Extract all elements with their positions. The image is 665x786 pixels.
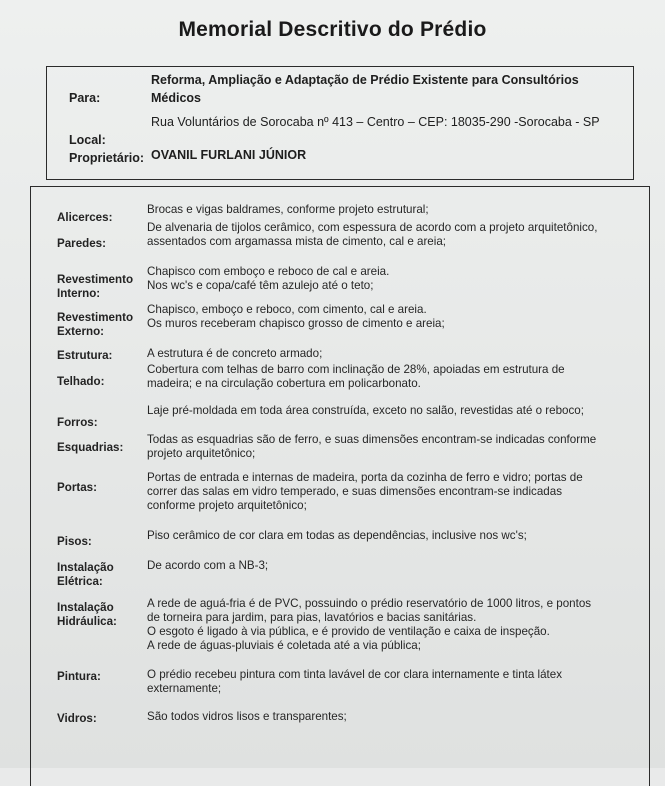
item-line: De acordo com a NB-3; <box>147 559 269 572</box>
item-text <box>147 433 617 461</box>
item-line: Chapisco, emboço e reboco, com cimento, cal e areia. <box>147 303 427 316</box>
item-text <box>147 710 617 724</box>
item-text <box>147 404 617 418</box>
item-label-line: Revestimento <box>57 311 134 324</box>
item-line: Chapisco com emboço e reboco de cal e areia. <box>147 265 390 278</box>
para-value-line2: Médicos <box>151 91 202 105</box>
item-line: Cobertura com telhas de barro com inclinação de 28%, apoiadas em estrutura de <box>147 363 565 376</box>
item-label <box>57 601 147 629</box>
item-line: Laje pré-moldada em toda área construída, exceto no salão, revestidas até o reboco; <box>147 404 584 417</box>
item-line: De alvenaria de tijolos cerâmico, com espessura de acordo com a projeto arquitetônico, <box>147 221 598 234</box>
item-label-line: Interno: <box>57 287 101 300</box>
item-line: Brocas e vigas baldrames, conforme projeto estrutural; <box>147 203 429 216</box>
item-label: Portas: <box>57 481 97 494</box>
item-line: Nos wc's e copa/café têm azulejo até o teto; <box>147 279 374 292</box>
item-text <box>147 529 617 543</box>
item-label <box>57 273 147 301</box>
item-line: correr das salas em vidro temperado, e suas dimensões encontram-se indicadas <box>147 485 562 498</box>
item-label: Estrutura: <box>57 349 113 362</box>
item-label: Vidros: <box>57 712 97 725</box>
item-text <box>147 668 617 696</box>
item-label <box>57 311 147 339</box>
item-line: assentados com argamassa mista de cimento, cal e areia; <box>147 235 447 248</box>
item-line: de torneira para jardim, para pias, lavatórios e bacias sanitárias. <box>147 611 477 624</box>
local-label: Local: <box>69 133 106 147</box>
local-value: Rua Voluntários de Sorocaba nº 413 – Centro – CEP: 18035-290 -Sorocaba - SP <box>151 115 600 129</box>
item-line: madeira; e na circulação cobertura em policarbonato. <box>147 377 421 390</box>
item-label: Telhado: <box>57 375 105 388</box>
item-label-line: Externo: <box>57 325 105 338</box>
item-label: Paredes: <box>57 237 106 250</box>
item-label: Forros: <box>57 416 98 429</box>
para-label: Para: <box>69 91 101 105</box>
proprietario-label: Proprietário: <box>69 151 145 165</box>
item-label <box>57 561 147 589</box>
item-line: A rede de águas-pluviais é coletada até a via pública; <box>147 639 421 652</box>
item-label: Esquadrias: <box>57 441 124 454</box>
item-label: Pintura: <box>57 670 101 683</box>
item-label: Pisos: <box>57 535 92 548</box>
item-label-line: Revestimento <box>57 273 134 286</box>
item-text <box>147 221 617 249</box>
item-line: Os muros receberam chapisco grosso de cimento e areia; <box>147 317 445 330</box>
item-label-line: Elétrica: <box>57 575 103 588</box>
item-text <box>147 303 617 331</box>
item-text <box>147 347 617 361</box>
item-text <box>147 203 617 217</box>
item-line: conforme projeto arquitetônico; <box>147 499 307 512</box>
item-line: externamente; <box>147 682 222 695</box>
item-line: O prédio recebeu pintura com tinta lavável de cor clara internamente e tinta látex <box>147 668 563 681</box>
description-box <box>30 186 650 786</box>
item-line: projeto arquitetônico; <box>147 447 256 460</box>
item-text <box>147 363 617 391</box>
para-value-line1: Reforma, Ampliação e Adaptação de Prédio Existente para Consultórios <box>151 73 579 87</box>
item-line: Portas de entrada e internas de madeira, porta da cozinha de ferro e vidro; portas de <box>147 471 583 484</box>
item-text <box>147 559 617 573</box>
item-text <box>147 265 617 293</box>
item-line: São todos vidros lisos e transparentes; <box>147 710 347 723</box>
header-box <box>46 66 634 180</box>
item-line: Piso cerâmico de cor clara em todas as dependências, inclusive nos wc's; <box>147 529 527 542</box>
item-line: O esgoto é ligado à via pública, e é provido de ventilação e caixa de inspeção. <box>147 625 550 638</box>
item-text <box>147 597 617 653</box>
item-label-line: Hidráulica: <box>57 615 117 628</box>
item-line: A rede de aguá-fria é de PVC, possuindo o prédio reservatório de 1000 litros, e pontos <box>147 597 592 610</box>
item-line: A estrutura é de concreto armado; <box>147 347 323 360</box>
proprietario-value: OVANIL FURLANI JÚNIOR <box>151 148 307 162</box>
item-label-line: Instalação <box>57 601 114 614</box>
item-text <box>147 471 617 513</box>
item-label: Alicerces: <box>57 211 113 224</box>
document-title: Memorial Descritivo do Prédio <box>178 18 487 41</box>
item-line: Todas as esquadrias são de ferro, e suas dimensões encontram-se indicadas conforme <box>147 433 597 446</box>
item-label-line: Instalação <box>57 561 114 574</box>
